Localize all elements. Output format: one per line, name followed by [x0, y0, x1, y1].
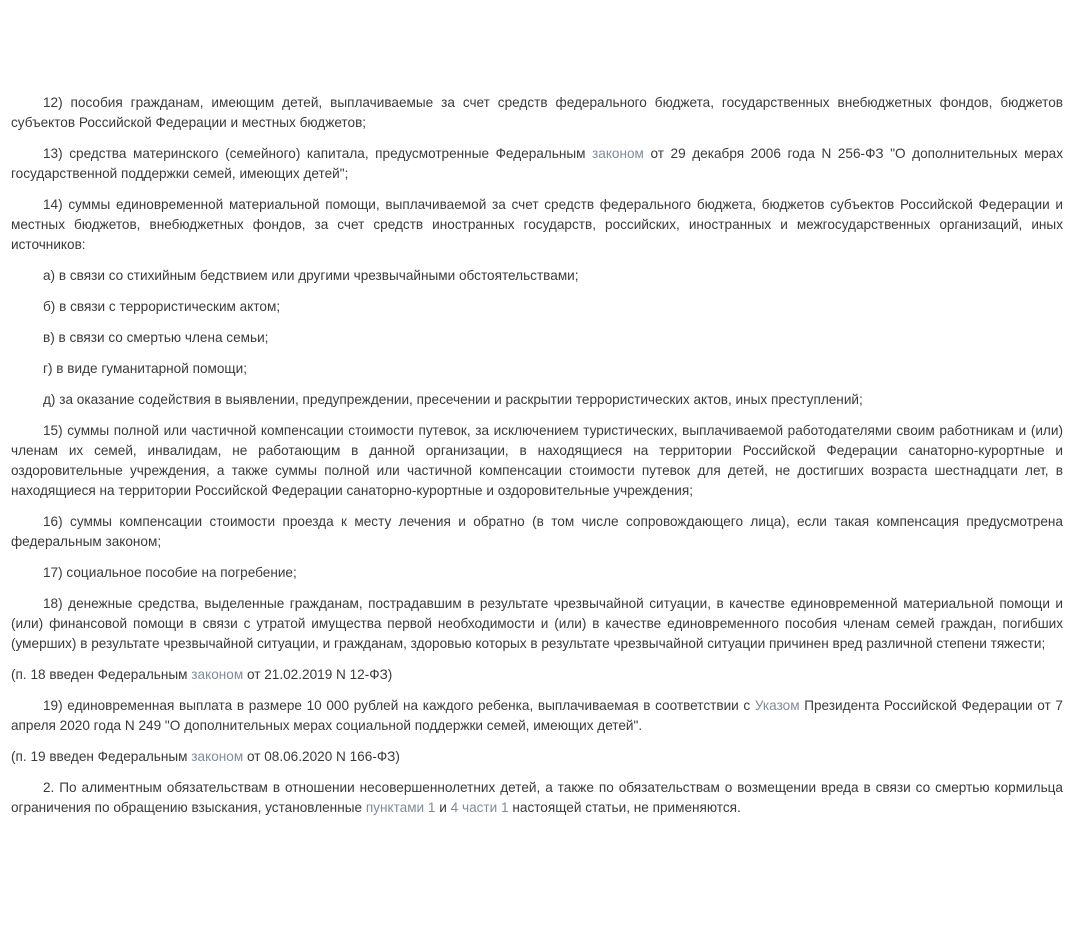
note-19-text: (п. 19 введен Федеральным [11, 749, 192, 764]
item-13-text-end: от 29 декабря 2006 года N 256-ФЗ "О дополнительных мерах государственной поддержки семей, имеющих детей"; [11, 146, 1063, 181]
item-14-e: д) за оказание содействия в выявлении, предупреждении, пресечении и раскрытии террористических актов, иных преступлений; [43, 392, 863, 407]
item-17: 17) социальное пособие на погребение; [43, 565, 297, 580]
part-2 [11, 778, 1063, 818]
note-18 [11, 665, 1063, 685]
part-2-text-end: настоящей статьи, не применяются. [508, 800, 741, 815]
item-19 [11, 696, 1063, 736]
note-18-text-end: от 21.02.2019 N 12-ФЗ) [243, 667, 393, 682]
item-12: 12) пособия гражданам, имеющим детей, выплачиваемые за счет средств федерального бюджета, государственных внебюджетных фондов, бюджетов субъектов Российской Федерации и местных бюджетов; [11, 95, 1063, 130]
item-14: 14) суммы единовременной материальной помощи, выплачиваемой за счет средств федерального бюджета, бюджетов субъектов Российской Федерации и местных бюджетов, внебюджетных фондов, за счет средств иностранных государств, российских, иностранных и межгосударственных организаций, иных источников: [11, 197, 1063, 252]
part-2-conj: и [435, 800, 451, 815]
item-16: 16) суммы компенсации стоимости проезда к месту лечения и обратно (в том числе сопровождающего лица), если такая компенсация предусмотрена федеральным законом; [11, 514, 1063, 549]
law-link[interactable]: законом [592, 146, 644, 161]
item-14-b: б) в связи с террористическим актом; [43, 299, 281, 314]
points-link[interactable]: пунктами 1 [365, 800, 436, 815]
part-2-text: 2. По алиментным обязательствам в отношении несовершеннолетних детей, а также по обязательствам о возмещении вреда в связи со смертью кормильца ограничения по обращению взыскания, установленные [11, 780, 1063, 815]
document-body [11, 93, 1063, 829]
law-link[interactable]: законом [191, 667, 244, 682]
item-14-d: г) в виде гуманитарной помощи; [43, 361, 247, 376]
item-14-c: в) в связи со смертью члена семьи; [43, 330, 269, 345]
decree-link[interactable]: Указом [754, 698, 800, 713]
note-19 [11, 747, 1063, 767]
item-19-text-end: Президента Российской Федерации от 7 апреля 2020 года N 249 "О дополнительных мерах социальной поддержки семей, имеющих детей". [11, 698, 1063, 733]
item-13 [11, 144, 1063, 184]
item-18: 18) денежные средства, выделенные гражданам, пострадавшим в результате чрезвычайной ситуации, в качестве единовременной материальной помощи и (или) финансовой помощи в связи с утратой имущества первой необходимости и (или) в качестве единовременного пособия членам семей граждан, погибших (умерших) в результате чрезвычайной ситуации, и гражданам, здоровью которых в результате чрезвычайной ситуации причинен вред различной степени тяжести; [11, 596, 1063, 651]
item-14-a: а) в связи со стихийным бедствием или другими чрезвычайными обстоятельствами; [43, 268, 579, 283]
item-15: 15) суммы полной или частичной компенсации стоимости путевок, за исключением туристических, выплачиваемой работодателями своим работникам и (или) членам их семей, инвалидам, не работающим в данной организации, в находящиеся на территории Российской Федерации санаторно-курортные и оздоровительные учреждения, а также суммы полной или частичной компенсации стоимости путевок для детей, не достигших возраста шестнадцати лет, в находящиеся на территории Российской Федерации санаторно-курортные и оздоровительные учреждения; [11, 423, 1063, 498]
part-link[interactable]: 4 части 1 [450, 800, 509, 815]
item-19-text: 19) единовременная выплата в размере 10 000 рублей на каждого ребенка, выплачиваемая в соответствии с [43, 698, 755, 713]
note-18-text: (п. 18 введен Федеральным [11, 667, 192, 682]
item-13-text: 13) средства материнского (семейного) капитала, предусмотренные Федеральным [43, 146, 593, 161]
law-link[interactable]: законом [191, 749, 244, 764]
note-19-text-end: от 08.06.2020 N 166-ФЗ) [243, 749, 400, 764]
